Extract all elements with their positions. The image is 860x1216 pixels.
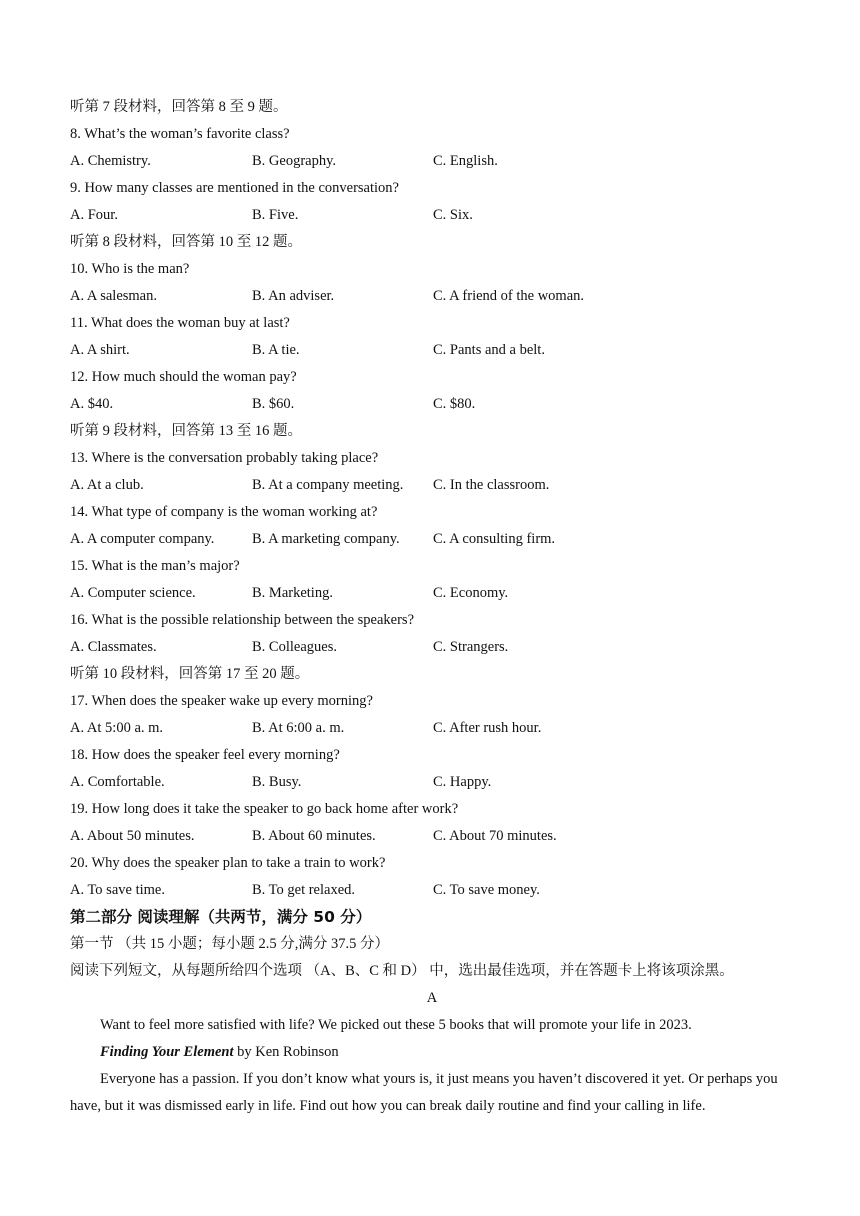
question-14: 14. What type of company is the woman working at? (70, 504, 378, 520)
option-c: C. To save money. (433, 882, 540, 898)
option-a: A. A salesman. (70, 288, 157, 304)
option-a: A. A computer company. (70, 531, 215, 547)
option-b: B. An adviser. (252, 288, 335, 304)
question-8: 8. What’s the woman’s favorite class? (70, 126, 290, 142)
option-a: A. To save time. (70, 882, 165, 898)
option-a: A. Chemistry. (70, 153, 151, 169)
option-b: B. A tie. (252, 342, 300, 358)
options-18 (70, 769, 794, 796)
option-b: B. To get relaxed. (252, 882, 356, 898)
book-title: Finding Your Element (100, 1044, 234, 1060)
option-c: C. A consulting firm. (433, 531, 556, 547)
option-c: C. Happy. (433, 774, 492, 790)
question-11: 11. What does the woman buy at last? (70, 315, 290, 331)
option-b: B. Five. (252, 207, 299, 223)
section-header: 听第 9 段材料，回答第 13 至 16 题。 (70, 423, 302, 439)
options-13 (70, 472, 794, 499)
option-a: A. $40. (70, 396, 114, 412)
options-12 (70, 391, 794, 418)
option-b: B. About 60 minutes. (252, 828, 376, 844)
passage-intro: Want to feel more satisfied with life? We picked out these 5 books that will promote your life in 2023. (100, 1017, 692, 1033)
question-20: 20. Why does the speaker plan to take a train to work? (70, 855, 386, 871)
reading-instructions: 阅读下列短文，从每题所给四个选项 （A、B、C 和 D） 中，选出最佳选项，并在答题卡上将该项涂黑。 (70, 963, 734, 979)
option-a: A. Four. (70, 207, 118, 223)
section-header: 听第 7 段材料，回答第 8 至 9 题。 (70, 99, 288, 115)
option-b: B. Marketing. (252, 585, 333, 601)
option-a: A. Comfortable. (70, 774, 165, 790)
option-c: C. In the classroom. (433, 477, 550, 493)
question-9: 9. How many classes are mentioned in the conversation? (70, 180, 399, 196)
part-two-title: 第二部分 阅读理解（共两节，满分 50 分） (70, 908, 372, 926)
book-author: by Ken Robinson (233, 1044, 339, 1060)
options-14 (70, 526, 794, 553)
option-a: A. A shirt. (70, 342, 130, 358)
option-a: A. About 50 minutes. (70, 828, 195, 844)
option-c: C. After rush hour. (433, 720, 542, 736)
option-c: C. English. (433, 153, 498, 169)
options-20 (70, 877, 794, 904)
option-b: B. Colleagues. (252, 639, 337, 655)
section-header: 听第 10 段材料，回答第 17 至 20 题。 (70, 666, 310, 682)
options-10 (70, 283, 794, 310)
question-12: 12. How much should the woman pay? (70, 369, 297, 385)
option-b: B. At 6:00 a. m. (252, 720, 345, 736)
options-11 (70, 337, 794, 364)
page-content (70, 94, 794, 1120)
question-10: 10. Who is the man? (70, 261, 190, 277)
option-a: A. At a club. (70, 477, 144, 493)
passage-label: A (426, 990, 438, 1006)
question-16: 16. What is the possible relationship between the speakers? (70, 612, 415, 628)
option-c: C. Pants and a belt. (433, 342, 545, 358)
question-18: 18. How does the speaker feel every morning? (70, 747, 340, 763)
option-c: C. Strangers. (433, 639, 509, 655)
section-one-header: 第一节 （共 15 小题；每小题 2.5 分,满分 37.5 分） (70, 936, 389, 952)
options-15 (70, 580, 794, 607)
question-17: 17. When does the speaker wake up every morning? (70, 693, 373, 709)
option-a: A. Computer science. (70, 585, 196, 601)
question-13: 13. Where is the conversation probably taking place? (70, 450, 379, 466)
options-16 (70, 634, 794, 661)
options-8 (70, 148, 794, 175)
options-9 (70, 202, 794, 229)
book-description: Everyone has a passion. If you don’t know what yours is, it just means you haven’t discovered it yet. Or perhaps you have, but it was dismissed early in life. Find out how you can break daily routine and find your calling in life. (70, 1071, 778, 1114)
option-c: C. About 70 minutes. (433, 828, 557, 844)
option-b: B. $60. (252, 396, 295, 412)
options-19 (70, 823, 794, 850)
options-17 (70, 715, 794, 742)
question-15: 15. What is the man’s major? (70, 558, 240, 574)
option-c: C. A friend of the woman. (433, 288, 585, 304)
option-c: C. $80. (433, 396, 476, 412)
option-a: A. Classmates. (70, 639, 157, 655)
option-b: B. Geography. (252, 153, 337, 169)
book-heading (70, 1039, 794, 1066)
question-19: 19. How long does it take the speaker to go back home after work? (70, 801, 459, 817)
option-a: A. At 5:00 a. m. (70, 720, 164, 736)
option-b: B. At a company meeting. (252, 477, 404, 493)
section-header: 听第 8 段材料，回答第 10 至 12 题。 (70, 234, 302, 250)
option-b: B. A marketing company. (252, 531, 400, 547)
option-c: C. Economy. (433, 585, 509, 601)
option-c: C. Six. (433, 207, 473, 223)
option-b: B. Busy. (252, 774, 302, 790)
